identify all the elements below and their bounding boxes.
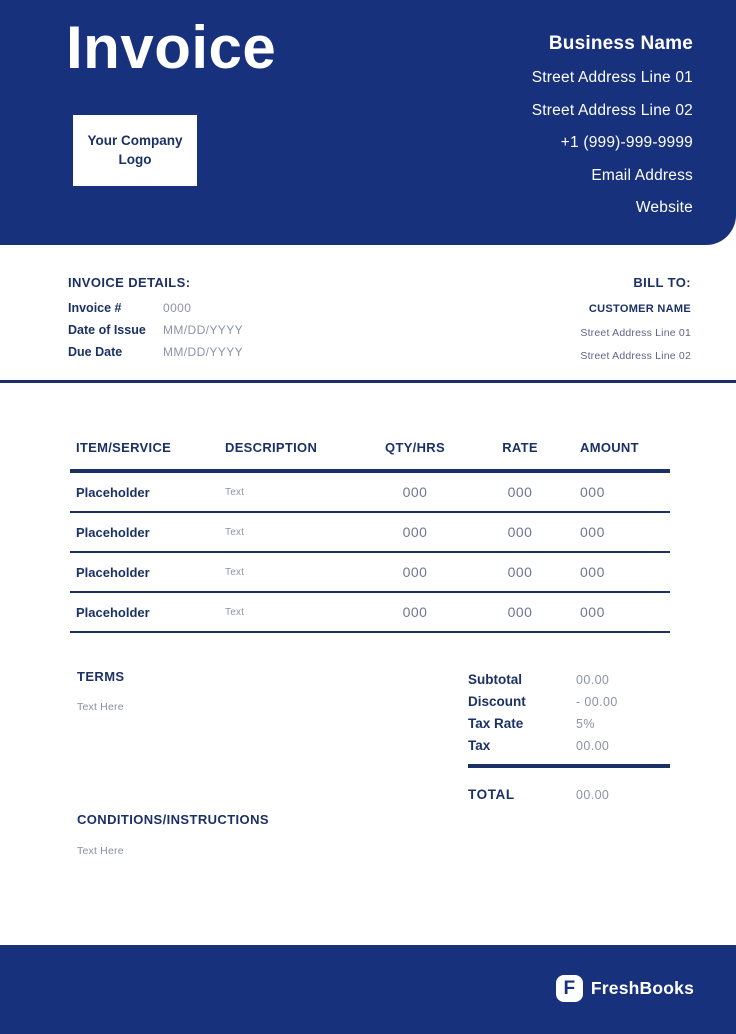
item-rate: 000 — [507, 564, 533, 580]
terms-heading: TERMS — [77, 669, 125, 684]
total-value: 00.00 — [576, 788, 610, 802]
total-rule — [468, 764, 670, 768]
freshbooks-wordmark: FreshBooks — [590, 978, 694, 998]
business-phone: +1 (999)-999-9999 — [560, 134, 693, 151]
discount-value: - 00.00 — [576, 695, 618, 709]
item-rate: 000 — [507, 524, 533, 540]
logo-text-line2: Logo — [118, 151, 152, 167]
item-name: Placeholder — [76, 484, 150, 500]
due-date-label: Due Date — [68, 345, 123, 359]
business-email: Email Address — [591, 166, 693, 184]
tax-value: 00.00 — [576, 739, 610, 753]
freshbooks-brand — [556, 975, 694, 1002]
business-website: Website — [635, 199, 693, 216]
terms-body: Text Here — [77, 701, 124, 713]
total-row — [468, 787, 670, 802]
customer-address1: Street Address Line 01 — [580, 327, 691, 339]
business-address1: Street Address Line 01 — [531, 69, 693, 86]
date-of-issue-value: MM/DD/YYYY — [163, 323, 244, 337]
item-name: Placeholder — [76, 604, 150, 620]
customer-name: CUSTOMER NAME — [588, 303, 691, 315]
header-band — [0, 0, 736, 245]
col-header-amount: AMOUNT — [580, 440, 639, 455]
totals-block — [468, 672, 670, 802]
item-amount: 000 — [580, 564, 605, 580]
bill-to-block — [580, 275, 691, 373]
footer-band — [0, 945, 736, 1034]
invoice-details-heading: INVOICE DETAILS: — [68, 275, 191, 290]
item-rate: 000 — [507, 604, 533, 620]
business-name: Business Name — [548, 33, 693, 54]
col-header-qty: QTY/HRS — [385, 440, 445, 455]
line-items-table — [70, 440, 670, 633]
business-address2: Street Address Line 02 — [531, 101, 693, 119]
discount-label: Discount — [468, 694, 526, 709]
tax-rate-label: Tax Rate — [468, 716, 524, 731]
table-row — [70, 593, 670, 633]
bill-to-heading: BILL TO: — [633, 275, 691, 290]
conditions-heading: CONDITIONS/INSTRUCTIONS — [77, 812, 269, 827]
conditions-body: Text Here — [77, 845, 124, 857]
item-qty: 000 — [402, 604, 428, 620]
item-qty: 000 — [402, 524, 428, 540]
tax-label: Tax — [468, 738, 491, 753]
col-header-item: ITEM/SERVICE — [76, 440, 172, 455]
due-date-value: MM/DD/YYYY — [163, 345, 244, 359]
table-row — [70, 553, 670, 593]
invoice-number-label: Invoice # — [68, 301, 122, 315]
table-row — [70, 473, 670, 513]
date-of-issue-label: Date of Issue — [68, 323, 146, 337]
item-description: Text — [225, 606, 245, 618]
item-rate: 000 — [507, 484, 533, 500]
item-qty: 000 — [402, 564, 428, 580]
subtotal-label: Subtotal — [468, 672, 522, 687]
invoice-details-block — [68, 275, 243, 359]
item-amount: 000 — [580, 604, 605, 620]
freshbooks-logo-icon: F — [556, 975, 583, 1002]
subtotal-value: 00.00 — [576, 673, 610, 687]
item-description: Text — [225, 526, 245, 538]
item-amount: 000 — [580, 524, 605, 540]
item-name: Placeholder — [76, 524, 150, 540]
invoice-details-grid — [68, 301, 243, 359]
business-info — [532, 33, 693, 232]
logo-text-line1: Your Company — [87, 133, 183, 149]
item-name: Placeholder — [76, 564, 150, 580]
section-divider — [0, 380, 736, 383]
invoice-number-value: 0000 — [163, 301, 192, 315]
table-header-row — [70, 440, 670, 455]
item-qty: 000 — [402, 484, 428, 500]
company-logo-placeholder — [73, 115, 197, 186]
col-header-description: DESCRIPTION — [225, 440, 318, 455]
item-description: Text — [225, 566, 245, 578]
item-amount: 000 — [580, 484, 605, 500]
item-description: Text — [225, 486, 245, 498]
tax-rate-value: 5% — [576, 717, 595, 731]
invoice-details-section — [0, 245, 736, 383]
total-label: TOTAL — [468, 787, 515, 802]
invoice-title: Invoice — [66, 14, 277, 81]
col-header-rate: RATE — [502, 440, 538, 455]
table-row — [70, 513, 670, 553]
customer-address2: Street Address Line 02 — [580, 350, 691, 362]
totals-grid — [468, 672, 670, 753]
